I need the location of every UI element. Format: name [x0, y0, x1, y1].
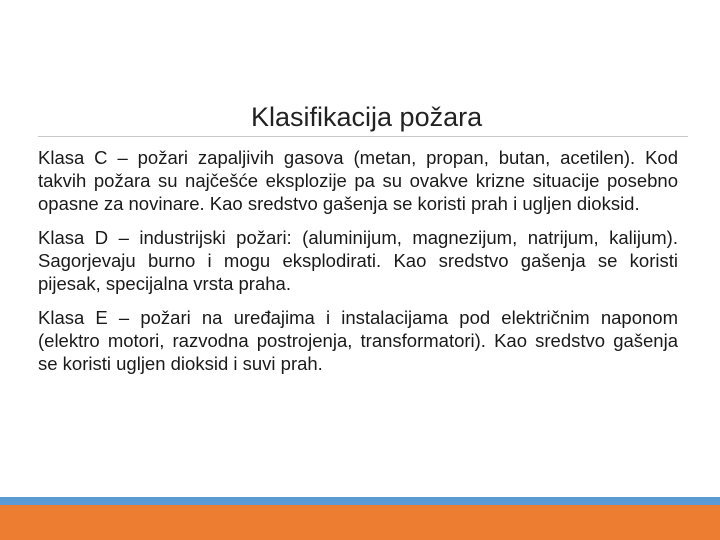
- paragraph-class-d: Klasa D – industrijski požari: (aluminijum, magnezijum, natrijum, kalijum). Sagorjevaju burno i mogu eksplodirati. Kao sredstvo gašenja se koristi pijesak, specijalna vrsta praha.: [38, 227, 678, 294]
- paragraph-class-e: Klasa E – požari na uređajima i instalacijama pod električnim naponom (elektro motori, razvodna postrojenja, transformatori). Kao sredstvo gašenja se koristi ugljen dioksid i suvi prah.: [38, 307, 678, 374]
- slide-body: [38, 146, 678, 386]
- slide-title: Klasifikacija požara: [251, 102, 483, 132]
- footer-accent-bar-blue: [0, 497, 720, 505]
- footer-accent-bar-orange: [0, 505, 720, 540]
- paragraph-class-c: Klasa C – požari zapaljivih gasova (metan, propan, butan, acetilen). Kod takvih požara su najčešće eksplozije pa su ovakve krizne situacije posebno opasne za novinare. Kao sredstvo gašenja se koristi prah i ugljen dioksid.: [38, 147, 678, 214]
- title-divider: [38, 136, 688, 137]
